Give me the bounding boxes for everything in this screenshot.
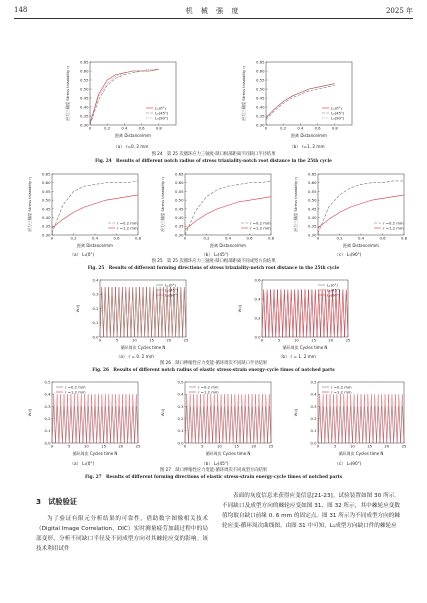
x-tick-label: 20 bbox=[384, 443, 390, 449]
y-tick-label: 0.60 bbox=[308, 180, 317, 186]
legend-entry: L₁(0°) bbox=[327, 282, 338, 288]
y-tick-label: 0.45 bbox=[308, 206, 317, 212]
y-tick-label: 0.2 bbox=[254, 315, 261, 321]
series-line-1 bbox=[90, 69, 159, 123]
y-tick-label: 0.1 bbox=[92, 320, 99, 326]
x-tick-label: 0.8 bbox=[155, 125, 162, 131]
fig27-caption-zh: 图 27 缺口伸缩性应力变能-循环周次不同成型方向结果 bbox=[159, 468, 268, 473]
x-tick-label: 0 bbox=[316, 443, 320, 449]
y-tick-label: 0.35 bbox=[256, 113, 265, 119]
y-tick-label: 0.6 bbox=[254, 277, 261, 283]
fig26a-label: （a） r = 0. 2 mm bbox=[116, 354, 154, 359]
fig25b-chart bbox=[155, 170, 275, 250]
y-tick-label: 0.4 bbox=[92, 277, 99, 283]
legend-entry: L₁(0°) bbox=[165, 282, 176, 288]
y-tick-label: 0.40 bbox=[175, 214, 184, 220]
y-tick-label: 0.0 bbox=[177, 440, 184, 446]
y-tick-label: 0.40 bbox=[80, 104, 89, 110]
x-tick-label: 0.2 bbox=[280, 125, 287, 131]
x-tick-label: 20 bbox=[328, 337, 334, 343]
x-axis-label: 距离 Distance/mm bbox=[291, 133, 327, 138]
x-tick-label: 0.6 bbox=[113, 235, 120, 241]
x-tick-label: 0.2 bbox=[104, 125, 111, 131]
y-tick-label: 0.30 bbox=[42, 232, 51, 238]
y-tick-label: 0.35 bbox=[308, 223, 317, 229]
legend-entry: r =1.2 mm bbox=[65, 389, 86, 395]
y-tick-label: 0.60 bbox=[80, 68, 89, 74]
legend-entry: L₂(45°) bbox=[165, 287, 179, 293]
series-line-2 bbox=[318, 394, 404, 443]
y-axis-label: 应力三轴度 Stress triaxiality η bbox=[241, 66, 246, 121]
x-tick-label: 25 bbox=[268, 443, 274, 449]
y-tick-label: 0.35 bbox=[175, 223, 184, 229]
y-tick-label: 0.50 bbox=[80, 86, 89, 92]
series-line-3 bbox=[90, 69, 159, 123]
y-axis-label: 应力三轴度 Stress triaxiality η bbox=[160, 177, 165, 232]
x-tick-label: 25 bbox=[401, 443, 407, 449]
x-tick-label: 0 bbox=[50, 235, 54, 241]
y-tick-label: 0.1 bbox=[310, 428, 317, 434]
x-tick-label: 10 bbox=[83, 443, 89, 449]
x-tick-label: 25 bbox=[135, 443, 141, 449]
x-axis-label: 循环周次 Cycles time N bbox=[205, 451, 251, 456]
y-tick-label: 0.2 bbox=[310, 416, 317, 421]
y-tick-label: 0.4 bbox=[254, 296, 261, 302]
y-tick-label: 0.0 bbox=[310, 440, 317, 446]
y-tick-label: 0.65 bbox=[80, 59, 89, 65]
x-tick-label: 0 bbox=[264, 125, 268, 131]
y-tick-label: 0.35 bbox=[42, 223, 51, 229]
y-tick-label: 0.60 bbox=[175, 180, 184, 186]
legend-entry: r =0.2 mm bbox=[65, 384, 86, 390]
y-tick-label: 0.50 bbox=[308, 197, 317, 203]
x-tick-label: 0.8 bbox=[400, 235, 408, 241]
y-tick-label: 0.0 bbox=[44, 440, 51, 446]
fig26-caption-en: Fig. 26 Results of different notch radius of elastic stress-strain energy-cycle times of notched parts bbox=[92, 368, 335, 373]
x-tick-label: 0.4 bbox=[297, 125, 304, 131]
y-axis-label: W₂/J bbox=[75, 304, 80, 313]
x-tick-label: 0 bbox=[183, 443, 187, 449]
series-line-2 bbox=[266, 85, 335, 119]
y-tick-label: 0.2 bbox=[92, 305, 99, 311]
running-header bbox=[14, 6, 413, 19]
y-tick-label: 0.3 bbox=[310, 403, 317, 409]
fig26b-label: （b） r = 1. 2 mm bbox=[278, 354, 316, 359]
y-tick-label: 0.3 bbox=[44, 403, 51, 409]
y-tick-label: 0.45 bbox=[80, 95, 89, 101]
legend-entry: L₂(45°) bbox=[155, 110, 169, 116]
y-tick-label: 0.1 bbox=[44, 428, 51, 434]
legend-entry: r =0.2 mm bbox=[331, 384, 352, 390]
x-tick-label: 0.8 bbox=[134, 235, 142, 241]
x-tick-label: 0.6 bbox=[314, 125, 321, 131]
y-axis-label: W₂/J bbox=[293, 408, 298, 417]
x-tick-label: 0.4 bbox=[357, 235, 365, 241]
y-tick-label: 0.2 bbox=[44, 416, 51, 421]
year-label: 2025 年 bbox=[385, 7, 413, 15]
fig24b-chart bbox=[236, 58, 356, 140]
y-axis-label: 应力三轴度 Stress triaxiality η bbox=[293, 177, 298, 232]
x-tick-label: 20 bbox=[166, 337, 172, 343]
series-line-1 bbox=[318, 406, 404, 443]
legend-entry: r =0.2 mm bbox=[250, 220, 271, 226]
y-tick-label: 0.55 bbox=[80, 77, 89, 83]
x-tick-label: 10 bbox=[131, 337, 137, 343]
fig24-caption-en: Fig. 24 Results of different notch radius of stress triaxiality-notch root distance in the 25th cycle bbox=[95, 159, 332, 164]
x-tick-label: 0 bbox=[50, 443, 54, 449]
x-tick-label: 0.6 bbox=[246, 235, 253, 241]
y-tick-label: 0.55 bbox=[175, 188, 184, 194]
fig24b-label: （b） r=1. 2 mm bbox=[289, 144, 325, 149]
x-axis-label: 距离 Distance/mm bbox=[77, 243, 113, 248]
legend-entry: r =1.2 mm bbox=[250, 225, 271, 231]
y-tick-label: 0.55 bbox=[308, 188, 317, 194]
y-tick-label: 0.30 bbox=[175, 232, 184, 238]
x-tick-label: 0.4 bbox=[91, 235, 99, 241]
y-axis-label: W₂/J bbox=[27, 408, 32, 417]
y-tick-label: 0.65 bbox=[256, 59, 265, 65]
fig24a-label: （a） r=0. 2 mm bbox=[113, 144, 149, 149]
y-tick-label: 0.30 bbox=[308, 232, 317, 238]
fig24a-chart bbox=[60, 58, 180, 140]
fig25c-chart bbox=[288, 170, 408, 250]
y-tick-label: 0.0 bbox=[92, 334, 99, 340]
y-axis-label: 应力三轴度 Stress triaxiality η bbox=[27, 177, 32, 232]
fig27b-chart bbox=[155, 378, 275, 458]
legend-entry: L₃(90°) bbox=[327, 292, 341, 298]
series-line-2 bbox=[90, 69, 159, 125]
legend-entry: L₃(90°) bbox=[165, 292, 179, 298]
y-tick-label: 0.45 bbox=[175, 206, 184, 212]
y-tick-label: 0.50 bbox=[42, 197, 51, 203]
x-tick-label: 10 bbox=[349, 443, 355, 449]
legend-entry: L₃(90°) bbox=[331, 115, 345, 121]
y-tick-label: 0.4 bbox=[177, 391, 184, 397]
y-tick-label: 0.4 bbox=[310, 391, 317, 397]
x-tick-label: 5 bbox=[200, 443, 204, 449]
fig25a-chart bbox=[22, 170, 142, 250]
x-tick-label: 0.2 bbox=[203, 235, 210, 241]
x-axis-label: 循环周次 Cycles time N bbox=[338, 451, 384, 456]
x-axis-label: 距离 Distance/mm bbox=[115, 133, 151, 138]
x-tick-label: 15 bbox=[367, 443, 373, 449]
fig27a-chart bbox=[22, 378, 142, 458]
x-tick-label: 0.4 bbox=[224, 235, 232, 241]
y-tick-label: 0.55 bbox=[256, 77, 265, 83]
y-tick-label: 0.60 bbox=[42, 180, 51, 186]
x-tick-label: 0.2 bbox=[336, 235, 343, 241]
series-line-1 bbox=[185, 406, 271, 443]
legend-entry: L₂(45°) bbox=[331, 110, 345, 116]
y-tick-label: 0.50 bbox=[256, 86, 265, 92]
x-tick-label: 0 bbox=[316, 235, 320, 241]
legend-entry: r =1.2 mm bbox=[117, 225, 138, 231]
x-tick-label: 5 bbox=[115, 337, 119, 343]
x-tick-label: 0 bbox=[183, 235, 187, 241]
x-tick-label: 5 bbox=[333, 443, 337, 449]
fig25b-label: （b） L₂(45°) bbox=[201, 252, 229, 257]
x-axis-label: 循环周次 Cycles time N bbox=[120, 345, 166, 350]
x-tick-label: 20 bbox=[118, 443, 124, 449]
x-axis-label: 循环周次 Cycles time N bbox=[282, 345, 328, 350]
legend-entry: r =1.2 mm bbox=[331, 389, 352, 395]
x-tick-label: 25 bbox=[345, 337, 351, 343]
x-tick-label: 20 bbox=[251, 443, 257, 449]
legend-entry: L₁(0°) bbox=[155, 105, 166, 111]
x-tick-label: 0.6 bbox=[138, 125, 145, 131]
fig27c-label: （c） L₃(90°) bbox=[334, 461, 362, 466]
fig27c-chart bbox=[288, 378, 408, 458]
y-tick-label: 0.30 bbox=[80, 122, 89, 128]
x-tick-label: 0 bbox=[260, 337, 264, 343]
fig26-caption-zh: 图 26 缺口伸缩性应力变能-循环周次不同缺口半径结果 bbox=[159, 361, 268, 366]
y-tick-label: 0.3 bbox=[92, 291, 99, 297]
y-axis-label: W₂/J bbox=[160, 408, 165, 417]
fig25-caption-en: Fig. 25 Results of different forming directions of stress triaxiality-notch root distance in the 25th cycle bbox=[87, 266, 340, 271]
series-line-3 bbox=[266, 84, 335, 118]
y-tick-label: 0.50 bbox=[175, 197, 184, 203]
legend-entry: L₂(45°) bbox=[327, 287, 341, 293]
fig27b-label: （b） L₂(45°) bbox=[201, 461, 229, 466]
x-tick-label: 15 bbox=[149, 337, 155, 343]
legend-entry: L₁(0°) bbox=[331, 105, 342, 111]
series-line-2 bbox=[185, 394, 271, 443]
y-tick-label: 0.3 bbox=[177, 403, 184, 409]
x-tick-label: 15 bbox=[234, 443, 240, 449]
series-line-1 bbox=[52, 406, 138, 443]
body-text-left: 为了验证有限元分析结果的可靠性，借助数字图像相关技术（Digital Image Correlation，DIC）实时测量疲劳加载过程中的局部变形，分析不同缺口半径及不同成型方向对其棘轮应变的影响。该技术利用试件 bbox=[36, 516, 208, 552]
y-axis-label: W₂/J bbox=[237, 304, 242, 313]
legend-entry: r =0.2 mm bbox=[383, 220, 404, 226]
y-axis-label: 应力三轴度 Stress triaxiality η bbox=[65, 66, 70, 121]
y-tick-label: 0.55 bbox=[42, 188, 51, 194]
fig27a-label: （a） L₁(0°) bbox=[69, 461, 95, 466]
x-tick-label: 25 bbox=[183, 337, 189, 343]
fig26b-chart bbox=[232, 276, 352, 352]
legend-entry: L₃(90°) bbox=[155, 115, 169, 121]
x-tick-label: 5 bbox=[277, 337, 281, 343]
section-title: 3 试验验证 bbox=[36, 497, 77, 506]
legend-entry: r =0.2 mm bbox=[198, 384, 219, 390]
y-tick-label: 0.65 bbox=[42, 171, 51, 177]
x-tick-label: 0 bbox=[98, 337, 102, 343]
fig26a-chart bbox=[70, 276, 190, 352]
x-axis-label: 距离 Distance/mm bbox=[210, 243, 246, 248]
y-tick-label: 0.4 bbox=[44, 391, 51, 397]
y-tick-label: 0.5 bbox=[310, 379, 317, 385]
y-tick-label: 0.60 bbox=[256, 68, 265, 74]
x-tick-label: 10 bbox=[293, 337, 299, 343]
legend-entry: r =1.2 mm bbox=[383, 225, 404, 231]
x-axis-label: 距离 Distance/mm bbox=[343, 243, 379, 248]
x-tick-label: 0.2 bbox=[70, 235, 77, 241]
x-tick-label: 0.8 bbox=[267, 235, 275, 241]
y-tick-label: 0.5 bbox=[44, 379, 51, 385]
y-tick-label: 0.45 bbox=[42, 206, 51, 212]
fig25a-label: （a） L₁(0°) bbox=[69, 252, 95, 257]
legend-entry: r =1.2 mm bbox=[198, 389, 219, 395]
y-tick-label: 0.2 bbox=[177, 416, 184, 421]
page-number: 148 bbox=[14, 6, 28, 14]
y-tick-label: 0.35 bbox=[80, 113, 89, 119]
y-tick-label: 0.5 bbox=[177, 379, 184, 385]
x-axis-label: 循环周次 Cycles time N bbox=[72, 451, 118, 456]
fig27-caption-en: Fig. 27 Results of different forming directions of elastic stress-strain energy-cycle times of notched parts bbox=[85, 475, 342, 480]
journal-name: 机 械 强 度 bbox=[185, 7, 242, 15]
legend-entry: r =0.2 mm bbox=[117, 220, 138, 226]
y-tick-label: 0.40 bbox=[308, 214, 317, 220]
series-line-1 bbox=[266, 84, 335, 118]
body-text-right: 表面的灰度信息来获得应变信息[21-23]。试验装置如图 30 所示。不同缺口及成型方向的棘轮应变如图 31、图 32 所示，其中棘轮应变数值均取自缺口前缘 0. 6 mm 的固定点。图 31 所示为不同成型方向的棘轮应变-循环周次曲线图。由图 31 中可知，L₁成型方向缺口件的棘轮应 bbox=[222, 493, 400, 529]
x-tick-label: 0.4 bbox=[121, 125, 128, 131]
y-tick-label: 0.40 bbox=[42, 214, 51, 220]
x-tick-label: 5 bbox=[67, 443, 71, 449]
y-tick-label: 0.0 bbox=[254, 334, 261, 340]
x-tick-label: 15 bbox=[311, 337, 317, 343]
fig25-caption-zh: 图 25 第 25 次循环应力三轴度-缺口根部距离不同成型方向结果 bbox=[151, 259, 276, 264]
y-tick-label: 0.65 bbox=[175, 171, 184, 177]
y-tick-label: 0.40 bbox=[256, 104, 265, 110]
x-tick-label: 0.8 bbox=[331, 125, 338, 131]
y-tick-label: 0.45 bbox=[256, 95, 265, 101]
y-tick-label: 0.65 bbox=[308, 171, 317, 177]
fig24-caption-zh: 图 24 第 25 次循环应力三轴度-缺口根部距离不同缺口半径结果 bbox=[151, 152, 276, 157]
x-tick-label: 10 bbox=[216, 443, 222, 449]
fig25c-label: （c） L₃(90°) bbox=[334, 252, 362, 257]
y-tick-label: 0.1 bbox=[177, 428, 184, 434]
x-tick-label: 0.6 bbox=[379, 235, 386, 241]
x-tick-label: 15 bbox=[101, 443, 107, 449]
y-tick-label: 0.30 bbox=[256, 122, 265, 128]
series-line-2 bbox=[52, 394, 138, 443]
x-tick-label: 0 bbox=[88, 125, 92, 131]
